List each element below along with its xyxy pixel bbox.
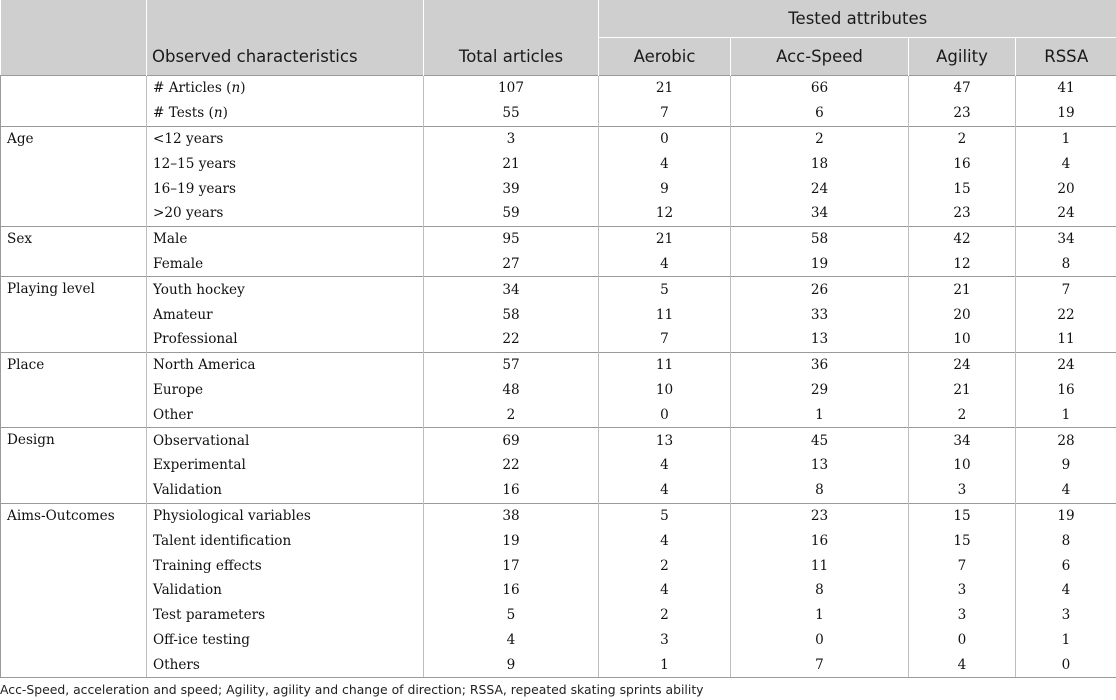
table-cell-value: 9	[599, 176, 731, 201]
table-row	[1, 302, 1116, 327]
table-row	[1, 652, 1116, 677]
table-cell-value: 15	[909, 176, 1016, 201]
table-cell-value: 15	[909, 503, 1016, 528]
table-cell-value: 3	[424, 126, 599, 151]
table-cell-value: 21	[909, 378, 1016, 403]
category-cell: Design	[1, 428, 147, 503]
header-observed-characteristics: Observed characteristics	[147, 38, 424, 76]
header-total-articles: Total articles	[424, 38, 599, 76]
table-cell-value: 58	[424, 302, 599, 327]
row-label: Talent identification	[147, 528, 424, 553]
table-cell-value: 16	[424, 578, 599, 603]
table-cell-value: 3	[909, 578, 1016, 603]
table-cell-value: 17	[424, 553, 599, 578]
table-cell-value: 16	[1016, 378, 1116, 403]
table-cell-value: 24	[731, 176, 909, 201]
table-cell-value: 10	[909, 327, 1016, 352]
table-cell-value: 21	[599, 76, 731, 101]
table-cell-value: 19	[1016, 101, 1116, 126]
table-cell-value: 5	[424, 603, 599, 628]
table-cell-value: 18	[731, 151, 909, 176]
table-cell-value: 0	[731, 628, 909, 653]
row-label: Europe	[147, 378, 424, 403]
category-cell: Place	[1, 352, 147, 427]
table-cell-value: 2	[599, 553, 731, 578]
row-label: Observational	[147, 428, 424, 453]
table-cell-value: 42	[909, 226, 1016, 251]
table-cell-value: 1	[1016, 402, 1116, 427]
table-row	[1, 478, 1116, 503]
table-cell-value: 39	[424, 176, 599, 201]
row-label: 12–15 years	[147, 151, 424, 176]
table-cell-value: 8	[731, 478, 909, 503]
table-cell-value: 7	[599, 101, 731, 126]
row-label: Training effects	[147, 553, 424, 578]
table-cell-value: 34	[909, 428, 1016, 453]
table-cell-value: 22	[424, 453, 599, 478]
header-agility: Agility	[909, 38, 1016, 76]
summary-label-prefix: # Tests (	[153, 105, 214, 122]
summary-row	[1, 76, 1116, 101]
table-cell-value: 8	[1016, 528, 1116, 553]
row-label: >20 years	[147, 201, 424, 226]
table-cell-value: 3	[909, 603, 1016, 628]
summary-label-suffix: )	[240, 80, 246, 97]
table-cell-value: 0	[1016, 652, 1116, 677]
table-cell-value: 20	[909, 302, 1016, 327]
table-cell-value: 23	[731, 503, 909, 528]
table-cell-value: 2	[909, 402, 1016, 427]
table-cell-value: 34	[1016, 226, 1116, 251]
table-row	[1, 453, 1116, 478]
table-footnote: Acc-Speed, acceleration and speed; Agility, agility and change of direction; RSSA, repeated skating sprints ability	[0, 682, 704, 697]
table-cell-value: 27	[424, 252, 599, 277]
table-cell-value: 1	[1016, 628, 1116, 653]
table-cell-value: 4	[1016, 578, 1116, 603]
category-cell: Sex	[1, 226, 147, 277]
table-row	[1, 126, 1116, 151]
table-cell-value: 3	[909, 478, 1016, 503]
table-row	[1, 578, 1116, 603]
category-cell: Age	[1, 126, 147, 226]
table-cell-value: 57	[424, 352, 599, 377]
header-corner-lower	[1, 38, 147, 76]
table-header	[1, 0, 1116, 76]
summary-label	[147, 101, 424, 126]
table-cell-value: 12	[909, 252, 1016, 277]
summary-empty-cell	[1, 76, 147, 101]
table-cell-value: 21	[909, 277, 1016, 302]
header-corner	[1, 0, 147, 38]
table-cell-value: 2	[424, 402, 599, 427]
table-cell-value: 69	[424, 428, 599, 453]
table-cell-value: 26	[731, 277, 909, 302]
row-label: North America	[147, 352, 424, 377]
table-cell-value: 15	[909, 528, 1016, 553]
table-cell-value: 66	[731, 76, 909, 101]
table-row	[1, 252, 1116, 277]
header-aerobic: Aerobic	[599, 38, 731, 76]
table-cell-value: 0	[909, 628, 1016, 653]
table-cell-value: 20	[1016, 176, 1116, 201]
row-label: Test parameters	[147, 603, 424, 628]
table-cell-value: 2	[909, 126, 1016, 151]
table-cell-value: 5	[599, 503, 731, 528]
table-cell-value: 33	[731, 302, 909, 327]
row-label: Validation	[147, 578, 424, 603]
table-cell-value: 8	[731, 578, 909, 603]
table-cell-value: 10	[599, 378, 731, 403]
table-cell-value: 4	[599, 478, 731, 503]
table-cell-value: 1	[731, 603, 909, 628]
table-row	[1, 402, 1116, 427]
table-cell-value: 55	[424, 101, 599, 126]
table-cell-value: 16	[731, 528, 909, 553]
table-cell-value: 6	[731, 101, 909, 126]
table-cell-value: 4	[599, 151, 731, 176]
table-cell-value: 13	[599, 428, 731, 453]
table-cell-value: 3	[599, 628, 731, 653]
table-row	[1, 327, 1116, 352]
table-row	[1, 528, 1116, 553]
table-cell-value: 7	[599, 327, 731, 352]
table-cell-value: 41	[1016, 76, 1116, 101]
table-row	[1, 151, 1116, 176]
table-row	[1, 603, 1116, 628]
row-label: Validation	[147, 478, 424, 503]
summary-label-var: n	[213, 105, 223, 122]
row-label: 16–19 years	[147, 176, 424, 201]
header-blank-observed	[147, 0, 424, 38]
table-cell-value: 0	[599, 126, 731, 151]
table-cell-value: 2	[599, 603, 731, 628]
table-cell-value: 34	[731, 201, 909, 226]
table-cell-value: 23	[909, 201, 1016, 226]
table-cell-value: 4	[599, 252, 731, 277]
header-blank-total	[424, 0, 599, 38]
table-cell-value: 10	[909, 453, 1016, 478]
table-cell-value: 24	[1016, 352, 1116, 377]
table-cell-value: 22	[1016, 302, 1116, 327]
table-cell-value: 24	[909, 352, 1016, 377]
row-label: Male	[147, 226, 424, 251]
table-cell-value: 107	[424, 76, 599, 101]
table-cell-value: 28	[1016, 428, 1116, 453]
table-cell-value: 2	[731, 126, 909, 151]
category-cell: Playing level	[1, 277, 147, 352]
table-cell-value: 95	[424, 226, 599, 251]
table-cell-value: 58	[731, 226, 909, 251]
header-tested-attributes: Tested attributes	[599, 0, 1116, 38]
table-row	[1, 277, 1116, 302]
header-acc-speed: Acc-Speed	[731, 38, 909, 76]
row-label: Youth hockey	[147, 277, 424, 302]
summary-empty-cell	[1, 101, 147, 126]
table-cell-value: 11	[731, 553, 909, 578]
table-cell-value: 16	[909, 151, 1016, 176]
table-cell-value: 38	[424, 503, 599, 528]
table-row	[1, 628, 1116, 653]
table-cell-value: 45	[731, 428, 909, 453]
table-cell-value: 48	[424, 378, 599, 403]
table-cell-value: 36	[731, 352, 909, 377]
table-cell-value: 4	[599, 453, 731, 478]
table-cell-value: 19	[424, 528, 599, 553]
table-cell-value: 5	[599, 277, 731, 302]
table-cell-value: 4	[424, 628, 599, 653]
table-cell-value: 13	[731, 327, 909, 352]
table-cell-value: 4	[1016, 151, 1116, 176]
table-cell-value: 13	[731, 453, 909, 478]
header-rssa: RSSA	[1016, 38, 1116, 76]
table-cell-value: 34	[424, 277, 599, 302]
table-cell-value: 9	[1016, 453, 1116, 478]
table-row	[1, 378, 1116, 403]
category-cell: Aims-Outcomes	[1, 503, 147, 678]
table-row	[1, 503, 1116, 528]
table-cell-value: 11	[1016, 327, 1116, 352]
row-label: Other	[147, 402, 424, 427]
table-cell-value: 0	[599, 402, 731, 427]
table-row	[1, 176, 1116, 201]
row-label: Off-ice testing	[147, 628, 424, 653]
table-cell-value: 1	[731, 402, 909, 427]
table-cell-value: 4	[599, 578, 731, 603]
summary-row	[1, 101, 1116, 126]
row-label: Amateur	[147, 302, 424, 327]
row-label: Others	[147, 652, 424, 677]
table-cell-value: 7	[731, 652, 909, 677]
table-cell-value: 9	[424, 652, 599, 677]
table-cell-value: 7	[1016, 277, 1116, 302]
table-cell-value: 4	[909, 652, 1016, 677]
summary-label-prefix: # Articles (	[153, 80, 232, 97]
table-cell-value: 19	[731, 252, 909, 277]
table-body	[1, 76, 1116, 678]
table-cell-value: 16	[424, 478, 599, 503]
row-label: Experimental	[147, 453, 424, 478]
table-cell-value: 1	[599, 652, 731, 677]
row-label: Physiological variables	[147, 503, 424, 528]
summary-label-var: n	[231, 80, 241, 97]
table-cell-value: 59	[424, 201, 599, 226]
table-cell-value: 23	[909, 101, 1016, 126]
table-cell-value: 3	[1016, 603, 1116, 628]
table-cell-value: 4	[599, 528, 731, 553]
table-cell-value: 8	[1016, 252, 1116, 277]
table-cell-value: 1	[1016, 126, 1116, 151]
table-cell-value: 4	[1016, 478, 1116, 503]
table-cell-value: 24	[1016, 201, 1116, 226]
table-row	[1, 428, 1116, 453]
table-cell-value: 11	[599, 302, 731, 327]
table-cell-value: 11	[599, 352, 731, 377]
row-label: Female	[147, 252, 424, 277]
table-row	[1, 201, 1116, 226]
table-row	[1, 226, 1116, 251]
row-label: Professional	[147, 327, 424, 352]
table-cell-value: 29	[731, 378, 909, 403]
table-cell-value: 7	[909, 553, 1016, 578]
row-label: <12 years	[147, 126, 424, 151]
table-cell-value: 21	[424, 151, 599, 176]
table-cell-value: 21	[599, 226, 731, 251]
table-row	[1, 352, 1116, 377]
table-cell-value: 22	[424, 327, 599, 352]
summary-label-suffix: )	[222, 105, 228, 122]
table-cell-value: 19	[1016, 503, 1116, 528]
table-cell-value: 6	[1016, 553, 1116, 578]
table-row	[1, 553, 1116, 578]
summary-label	[147, 76, 424, 101]
table-cell-value: 12	[599, 201, 731, 226]
table-cell-value: 47	[909, 76, 1016, 101]
